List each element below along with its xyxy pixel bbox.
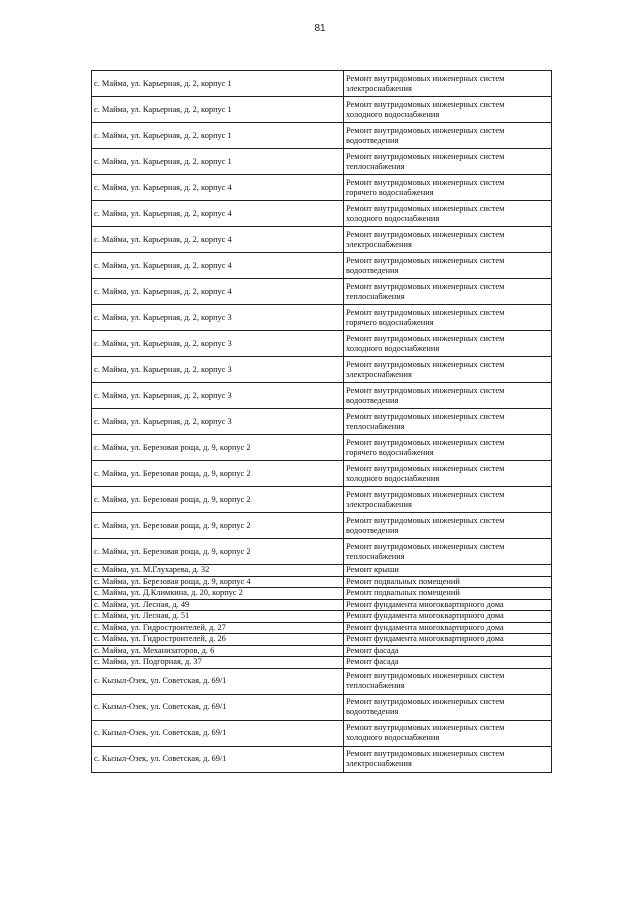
address-cell: с. Майма, ул. Карьерная, д. 2, корпус 1 xyxy=(92,71,344,97)
table-row xyxy=(92,409,552,435)
work-type-cell xyxy=(344,253,552,279)
page-number: 81 xyxy=(314,23,326,34)
work-type-line: холодного водоснабжения xyxy=(346,343,440,353)
work-type-line: электроснабжения xyxy=(346,499,412,509)
work-type-line: электроснабжения xyxy=(346,83,412,93)
table-row xyxy=(92,357,552,383)
work-type-cell xyxy=(344,565,552,577)
table-row xyxy=(92,305,552,331)
work-type-line: Ремонт фундамента многоквартирного дома xyxy=(346,634,504,643)
address-cell: с. Майма, ул. Карьерная, д. 2, корпус 3 xyxy=(92,409,344,435)
table-row xyxy=(92,565,552,577)
work-type-cell xyxy=(344,746,552,772)
work-type-line: холодного водоснабжения xyxy=(346,733,440,742)
work-type-cell xyxy=(344,694,552,720)
address-cell: с. Кызыл-Озек, ул. Советская, д. 69/1 xyxy=(92,746,344,772)
address-cell: с. Майма, ул. Карьерная, д. 2, корпус 3 xyxy=(92,331,344,357)
table-row xyxy=(92,746,552,772)
work-type-line: Ремонт внутридомовых инженерных систем xyxy=(346,411,505,421)
work-type-cell xyxy=(344,409,552,435)
table-row xyxy=(92,720,552,746)
work-type-line: теплоснабжения xyxy=(346,421,405,431)
work-type-line: Ремонт фундамента многоквартирного дома xyxy=(346,622,504,632)
address-cell: с. Майма, ул. Березовая роща, д. 9, корпус 2 xyxy=(92,461,344,487)
work-type-line: Ремонт внутридомовых инженерных систем xyxy=(346,255,505,265)
work-type-cell xyxy=(344,305,552,331)
work-type-line: Ремонт внутридомовых инженерных систем xyxy=(346,359,505,369)
table-row xyxy=(92,539,552,565)
address-cell: с. Кызыл-Озек, ул. Советская, д. 69/1 xyxy=(92,694,344,720)
work-type-cell xyxy=(344,123,552,149)
table-row xyxy=(92,97,552,123)
address-cell: с. Майма, ул. Карьерная, д. 2, корпус 3 xyxy=(92,383,344,409)
work-type-cell xyxy=(344,461,552,487)
work-type-line: горячего водоснабжения xyxy=(346,447,434,457)
work-type-line: холодного водоснабжения xyxy=(346,109,440,119)
work-type-line: Ремонт фундамента многоквартирного дома xyxy=(346,611,504,620)
work-type-cell xyxy=(344,588,552,600)
work-type-cell xyxy=(344,201,552,227)
address-cell: с. Майма, ул. Березовая роща, д. 9, корпус 2 xyxy=(92,435,344,461)
work-type-cell xyxy=(344,657,552,669)
work-type-line: Ремонт внутридомовых инженерных систем xyxy=(346,203,505,213)
work-type-cell xyxy=(344,435,552,461)
table-row xyxy=(92,645,552,657)
work-type-line: Ремонт внутридомовых инженерных систем xyxy=(346,671,505,680)
work-type-cell xyxy=(344,487,552,513)
address-cell: с. Майма, ул. Лесная, д. 51 xyxy=(92,611,344,623)
works-table xyxy=(91,70,552,773)
address-cell: с. Майма, ул. Гидростроителей, д. 27 xyxy=(92,622,344,634)
address-cell: с. Майма, ул. Березовая роща, д. 9, корпус 2 xyxy=(92,487,344,513)
address-cell: с. Майма, ул. Карьерная, д. 2, корпус 4 xyxy=(92,227,344,253)
work-type-line: Ремонт внутридомовых инженерных систем xyxy=(346,151,505,161)
address-cell: с. Майма, ул. Карьерная, д. 2, корпус 1 xyxy=(92,97,344,123)
table-row xyxy=(92,634,552,646)
address-cell: с. Майма, ул. Березовая роща, д. 9, корпус 2 xyxy=(92,539,344,565)
table-row xyxy=(92,123,552,149)
work-type-line: Ремонт внутридомовых инженерных систем xyxy=(346,125,505,135)
work-type-line: Ремонт фасада xyxy=(346,657,399,666)
address-cell: с. Майма, ул. Березовая роща, д. 9, корпус 2 xyxy=(92,513,344,539)
table-row xyxy=(92,253,552,279)
address-cell: с. Кызыл-Озек, ул. Советская, д. 69/1 xyxy=(92,668,344,694)
work-type-cell xyxy=(344,175,552,201)
work-type-line: Ремонт внутридомовых инженерных систем xyxy=(346,749,505,758)
work-type-line: водоотведения xyxy=(346,707,399,716)
address-cell: с. Майма, ул. Карьерная, д. 2, корпус 4 xyxy=(92,201,344,227)
work-type-cell xyxy=(344,383,552,409)
table-row xyxy=(92,435,552,461)
work-type-line: Ремонт внутридомовых инженерных систем xyxy=(346,723,505,732)
works-table-body xyxy=(92,71,552,773)
work-type-line: горячего водоснабжения xyxy=(346,317,434,327)
work-type-cell xyxy=(344,599,552,611)
work-type-cell xyxy=(344,576,552,588)
address-cell: с. Кызыл-Озек, ул. Советская, д. 69/1 xyxy=(92,720,344,746)
table-row xyxy=(92,622,552,634)
work-type-line: водоотведения xyxy=(346,265,399,275)
work-type-line: электроснабжения xyxy=(346,369,412,379)
table-row xyxy=(92,279,552,305)
table-row xyxy=(92,657,552,669)
work-type-line: холодного водоснабжения xyxy=(346,473,440,483)
work-type-line: горячего водоснабжения xyxy=(346,187,434,197)
table-row xyxy=(92,611,552,623)
address-cell: с. Майма, ул. Подгорная, д. 37 xyxy=(92,657,344,669)
work-type-cell xyxy=(344,645,552,657)
work-type-line: Ремонт внутридомовых инженерных систем xyxy=(346,541,505,551)
table-row xyxy=(92,513,552,539)
work-type-line: Ремонт внутридомовых инженерных систем xyxy=(346,229,505,239)
work-type-cell xyxy=(344,279,552,305)
work-type-line: Ремонт подвальных помещений xyxy=(346,588,460,597)
work-type-line: электроснабжения xyxy=(346,239,412,249)
work-type-cell xyxy=(344,611,552,623)
address-cell: с. Майма, ул. Карьерная, д. 2, корпус 1 xyxy=(92,149,344,175)
work-type-cell xyxy=(344,539,552,565)
table-row xyxy=(92,201,552,227)
work-type-line: электроснабжения xyxy=(346,759,412,768)
work-type-cell xyxy=(344,668,552,694)
address-cell: с. Майма, ул. Карьерная, д. 2, корпус 3 xyxy=(92,305,344,331)
work-type-line: Ремонт внутридомовых инженерных систем xyxy=(346,281,505,291)
address-cell: с. Майма, ул. Гидростроителей, д. 26 xyxy=(92,634,344,646)
work-type-line: Ремонт внутридомовых инженерных систем xyxy=(346,437,505,447)
address-cell: с. Майма, ул. Д.Климкина, д. 20, корпус 2 xyxy=(92,588,344,600)
work-type-line: теплоснабжения xyxy=(346,161,405,171)
table-row xyxy=(92,588,552,600)
work-type-cell xyxy=(344,720,552,746)
work-type-line: теплоснабжения xyxy=(346,551,405,561)
table-row xyxy=(92,149,552,175)
work-type-cell xyxy=(344,634,552,646)
address-cell: с. Майма, ул. Карьерная, д. 2, корпус 4 xyxy=(92,253,344,279)
address-cell: с. Майма, ул. Механизаторов, д. 6 xyxy=(92,645,344,657)
address-cell: с. Майма, ул. Карьерная, д. 2, корпус 3 xyxy=(92,357,344,383)
table-row xyxy=(92,383,552,409)
work-type-line: Ремонт фундамента многоквартирного дома xyxy=(346,599,504,609)
work-type-cell xyxy=(344,513,552,539)
work-type-line: Ремонт внутридомовых инженерных систем xyxy=(346,177,505,187)
work-type-line: теплоснабжения xyxy=(346,291,405,301)
work-type-cell xyxy=(344,71,552,97)
work-type-line: Ремонт фасада xyxy=(346,645,399,655)
address-cell: с. Майма, ул. М.Глухарева, д. 32 xyxy=(92,565,344,577)
table-row xyxy=(92,487,552,513)
work-type-cell xyxy=(344,149,552,175)
work-type-line: Ремонт внутридомовых инженерных систем xyxy=(346,385,505,395)
work-type-cell xyxy=(344,331,552,357)
address-cell: с. Майма, ул. Березовая роща, д. 9, корпус 4 xyxy=(92,576,344,588)
work-type-cell xyxy=(344,357,552,383)
address-cell: с. Майма, ул. Лесная, д. 49 xyxy=(92,599,344,611)
work-type-cell xyxy=(344,97,552,123)
work-type-line: Ремонт внутридомовых инженерных систем xyxy=(346,307,505,317)
table-row xyxy=(92,227,552,253)
work-type-line: Ремонт внутридомовых инженерных систем xyxy=(346,99,505,109)
address-cell: с. Майма, ул. Карьерная, д. 2, корпус 1 xyxy=(92,123,344,149)
work-type-line: теплоснабжения xyxy=(346,681,405,690)
work-type-line: Ремонт внутридомовых инженерных систем xyxy=(346,73,505,83)
work-type-line: Ремонт внутридомовых инженерных систем xyxy=(346,489,505,499)
work-type-line: водоотведения xyxy=(346,525,399,535)
table-row xyxy=(92,694,552,720)
table-row xyxy=(92,71,552,97)
table-row xyxy=(92,599,552,611)
work-type-line: Ремонт внутридомовых инженерных систем xyxy=(346,515,505,525)
work-type-line: водоотведения xyxy=(346,135,399,145)
work-type-cell xyxy=(344,227,552,253)
work-type-line: водоотведения xyxy=(346,395,399,405)
table-row xyxy=(92,576,552,588)
table-row xyxy=(92,331,552,357)
work-type-line: Ремонт подвальных помещений xyxy=(346,576,460,586)
work-type-line: Ремонт внутридомовых инженерных систем xyxy=(346,463,505,473)
work-type-line: Ремонт внутридомовых инженерных систем xyxy=(346,697,505,706)
table-row xyxy=(92,461,552,487)
table-row xyxy=(92,668,552,694)
work-type-line: Ремонт внутридомовых инженерных систем xyxy=(346,333,505,343)
work-type-line: холодного водоснабжения xyxy=(346,213,440,223)
address-cell: с. Майма, ул. Карьерная, д. 2, корпус 4 xyxy=(92,175,344,201)
table-row xyxy=(92,175,552,201)
address-cell: с. Майма, ул. Карьерная, д. 2, корпус 4 xyxy=(92,279,344,305)
work-type-cell xyxy=(344,622,552,634)
work-type-line: Ремонт крыши xyxy=(346,565,399,574)
